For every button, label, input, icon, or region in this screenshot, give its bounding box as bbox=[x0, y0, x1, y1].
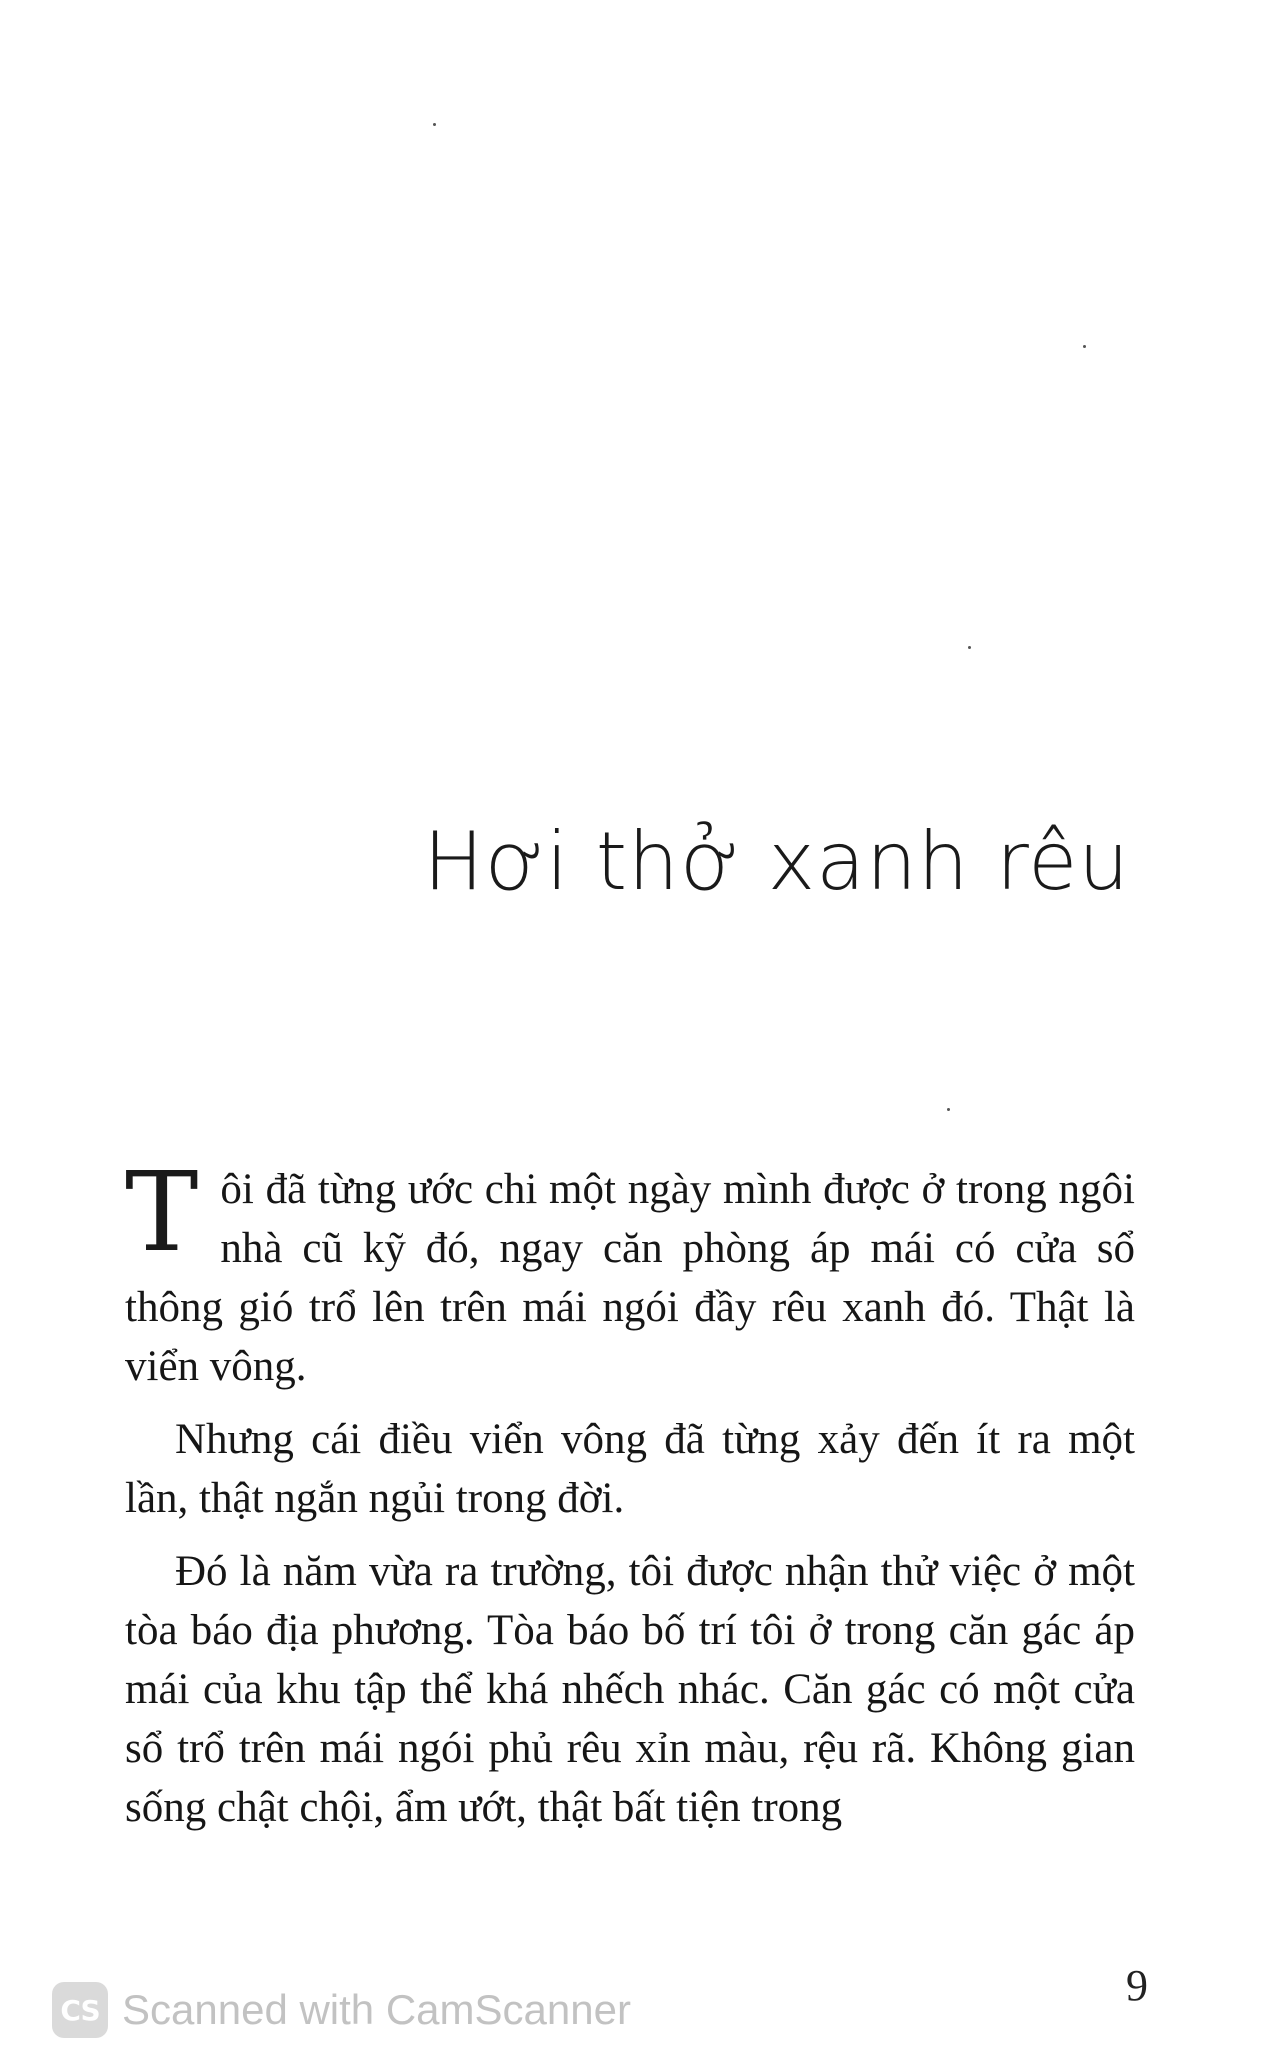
paragraph-3: Đó là năm vừa ra trường, tôi được nhận thử việc ở một tòa báo địa phương. Tòa báo bố trí tôi ở trong căn gác áp mái của khu tập thể khá nhếch nhác. Căn gác có một cửa sổ trổ trên mái ngói phủ rêu xỉn màu, rệu rã. Không gian sống chật chội, ẩm ướt, thật bất tiện trong bbox=[125, 1548, 1135, 1831]
paragraph-1 bbox=[125, 1148, 1135, 1396]
paragraph-2: Nhưng cái điều viển vông đã từng xảy đến ít ra một lần, thật ngắn ngủi trong đời. bbox=[125, 1416, 1135, 1522]
body-text bbox=[125, 1148, 1135, 1851]
camscanner-watermark bbox=[52, 1982, 631, 2038]
page-number: 9 bbox=[1126, 1961, 1148, 2010]
scan-speck bbox=[947, 1108, 950, 1111]
scan-speck bbox=[968, 646, 971, 649]
scan-speck bbox=[433, 123, 436, 126]
watermark-text: Scanned with CamScanner bbox=[122, 1986, 631, 2033]
paragraph-1-text: ôi đã từng ước chi một ngày mình được ở trong ngôi nhà cũ kỹ đó, ngay căn phòng áp mái có cửa sổ thông gió trổ lên trên mái ngói đầy rêu xanh đó. Thật là viển vông. bbox=[125, 1166, 1135, 1390]
camscanner-logo-icon: CS bbox=[52, 1982, 108, 2038]
chapter-title: Hơi thở xanh rêu bbox=[423, 815, 1130, 908]
drop-cap: T bbox=[125, 1148, 199, 1276]
scan-speck bbox=[1083, 345, 1086, 348]
